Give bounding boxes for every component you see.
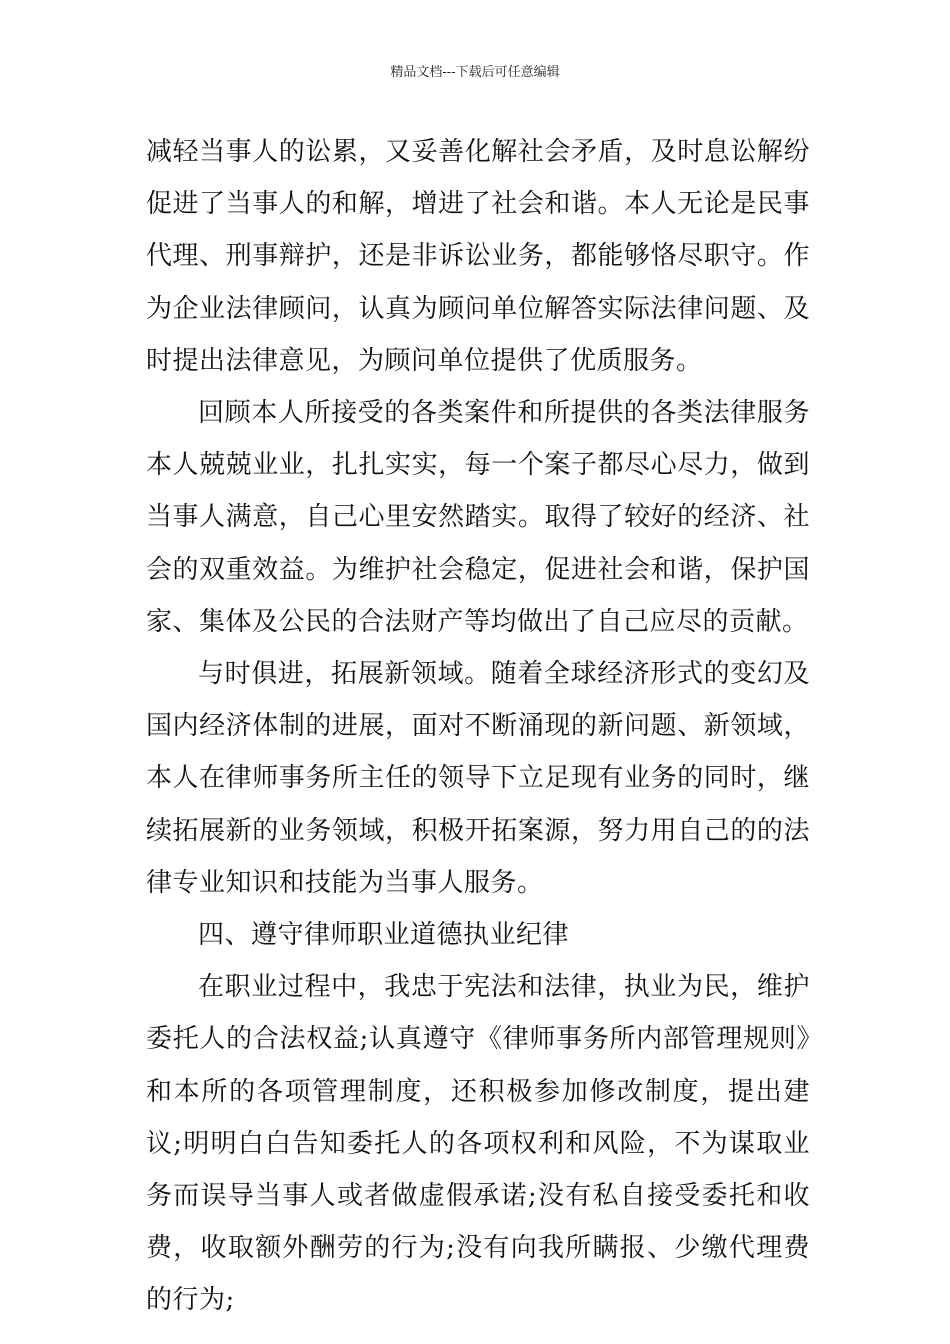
paragraph-1: 减轻当事人的讼累，又妥善化解社会矛盾，及时息讼解纷促进了当事人的和解，增进了社会和谐。本人无论是民事代理、刑事辩护，还是非诉讼业务，都能够恪尽职守。作为企业法律顾问，认真为顾问单位解答实际法律问题、及时提出法律意见，为顾问单位提供了优质服务。 [146, 137, 810, 376]
paragraph-4: 在职业过程中，我忠于宪法和法律，执业为民，维护委托人的合法权益;认真遵守《律师事务所内部管理规则》和本所的各项管理制度，还积极参加修改制度，提出建议;明明白白告知委托人的各项权利和风险，不为谋取业务而误导当事人或者做虚假承诺;没有私自接受委托和收费，收取额外酬劳的行为;没有向我所瞒报、少缴代理费的行为; [146, 972, 810, 1316]
section-heading: 四、遵守律师职业道德执业纪律 [198, 920, 570, 951]
page-header: 精品文档---下载后可任意编辑 [390, 65, 560, 80]
document-body [146, 126, 810, 1327]
paragraph-3: 与时俱进，拓展新领域。随着全球经济形式的变幻及国内经济体制的进展，面对不断涌现的新问题、新领域，本人在律师事务所主任的领导下立足现有业务的同时，继续拓展新的业务领域，积极开拓案源，努力用自己的的法律专业知识和技能为当事人服务。 [146, 659, 810, 898]
paragraph-2: 回顾本人所接受的各类案件和所提供的各类法律服务本人兢兢业业，扎扎实实，每一个案子都尽心尽力，做到当事人满意，自己心里安然踏实。取得了较好的经济、社会的双重效益。为维护社会稳定，促进社会和谐，保护国家、集体及公民的合法财产等均做出了自己应尽的贡献。 [146, 398, 810, 637]
